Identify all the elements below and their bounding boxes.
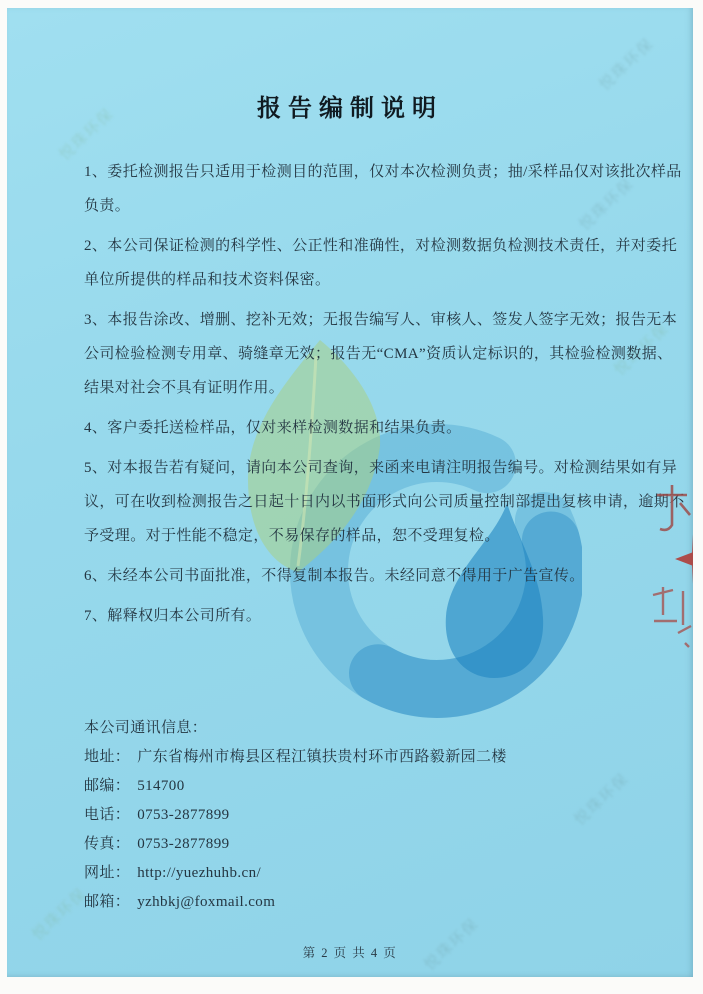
contact-heading: 本公司通讯信息： <box>84 720 208 736</box>
faint-anticopy-watermark: 悦珠环保 <box>29 885 91 944</box>
faint-anticopy-watermark: 悦珠环保 <box>421 915 483 974</box>
page-footer <box>7 943 693 961</box>
note-line: 负责。 <box>84 198 131 214</box>
note-line: 4、客户委托送检样品，仅对来样检测数据和结果负责。 <box>84 420 462 436</box>
contact-label: 邮箱： <box>84 894 131 910</box>
red-star-fragment <box>675 534 693 583</box>
note-line: 5、对本报告若有疑问，请向本公司查询，来函来电请注明报告编号。对检测结果如有异 <box>84 460 678 476</box>
note-item-1 <box>84 155 682 223</box>
note-item-4 <box>84 411 656 445</box>
faint-anticopy-watermark: 悦珠环保 <box>576 175 638 234</box>
note-line: 结果对社会不具有证明作用。 <box>84 380 285 396</box>
contact-value: 0753-2877899 <box>137 807 230 823</box>
faint-anticopy-watermark: 悦珠环保 <box>596 35 658 94</box>
contact-row-address <box>84 743 644 772</box>
faint-anticopy-watermark: 悦珠环保 <box>56 105 118 164</box>
contact-row-email <box>84 888 644 917</box>
contact-row-fax <box>84 830 644 859</box>
contact-label: 传真： <box>84 836 131 852</box>
contact-value: 广东省梅州市梅县区程江镇扶贵村环市西路毅新园二楼 <box>137 749 507 765</box>
note-item-5 <box>84 451 685 553</box>
note-line: 2、本公司保证检测的科学性、公正性和准确性，对检测数据负检测技术责任，并对委托 <box>84 238 678 254</box>
note-line: 3、本报告涂改、增删、挖补无效；无报告编写人、审核人、签发人签字无效；报告无本 <box>84 312 678 328</box>
note-line: 6、未经本公司书面批准，不得复制本报告。未经同意不得用于广告宣传。 <box>84 568 585 584</box>
note-line: 公司检验检测专用章、骑缝章无效；报告无“CMA”资质认定标识的，其检验检测数据、 <box>84 346 673 362</box>
contact-row-postcode <box>84 772 644 801</box>
contact-label: 邮编： <box>84 778 131 794</box>
note-line: 议，可在收到检测报告之日起十日内以书面形式向公司质量控制部提出复核申请，逾期不 <box>84 494 685 510</box>
note-line: 7、解释权归本公司所有。 <box>84 608 262 624</box>
contact-value: http://yuezhuhb.cn/ <box>137 865 262 881</box>
faint-anticopy-watermark: 悦珠环保 <box>571 770 633 829</box>
contact-label: 网址： <box>84 865 131 881</box>
contact-section <box>84 714 644 917</box>
note-item-2 <box>84 229 678 297</box>
contact-value: yzhbkj@foxmail.com <box>137 894 276 910</box>
contact-label: 电话： <box>84 807 131 823</box>
report-page <box>7 8 693 977</box>
contact-label: 地址： <box>84 749 131 765</box>
note-line: 单位所提供的样品和技术资料保密。 <box>84 272 331 288</box>
contact-value: 514700 <box>137 778 185 794</box>
faint-anticopy-watermark: 悦珠环保 <box>611 320 673 379</box>
contact-row-website <box>84 859 644 888</box>
note-line: 予受理。对于性能不稳定，不易保存的样品，恕不受理复检。 <box>84 528 500 544</box>
note-item-3 <box>84 303 678 405</box>
page-title: 报告编制说明 <box>257 94 443 122</box>
notes-section <box>84 155 685 639</box>
page-indicator: 第 2 页 共 4 页 <box>302 946 398 960</box>
contact-value: 0753-2877899 <box>137 836 230 852</box>
contact-row-phone <box>84 801 644 830</box>
note-item-7 <box>84 599 656 633</box>
note-line: 1、委托检测报告只适用于检测目的范围，仅对本次检测负责；抽/采样品仅对该批次样品 <box>84 164 682 180</box>
red-seal-fragment <box>641 463 693 663</box>
note-item-6 <box>84 559 656 593</box>
